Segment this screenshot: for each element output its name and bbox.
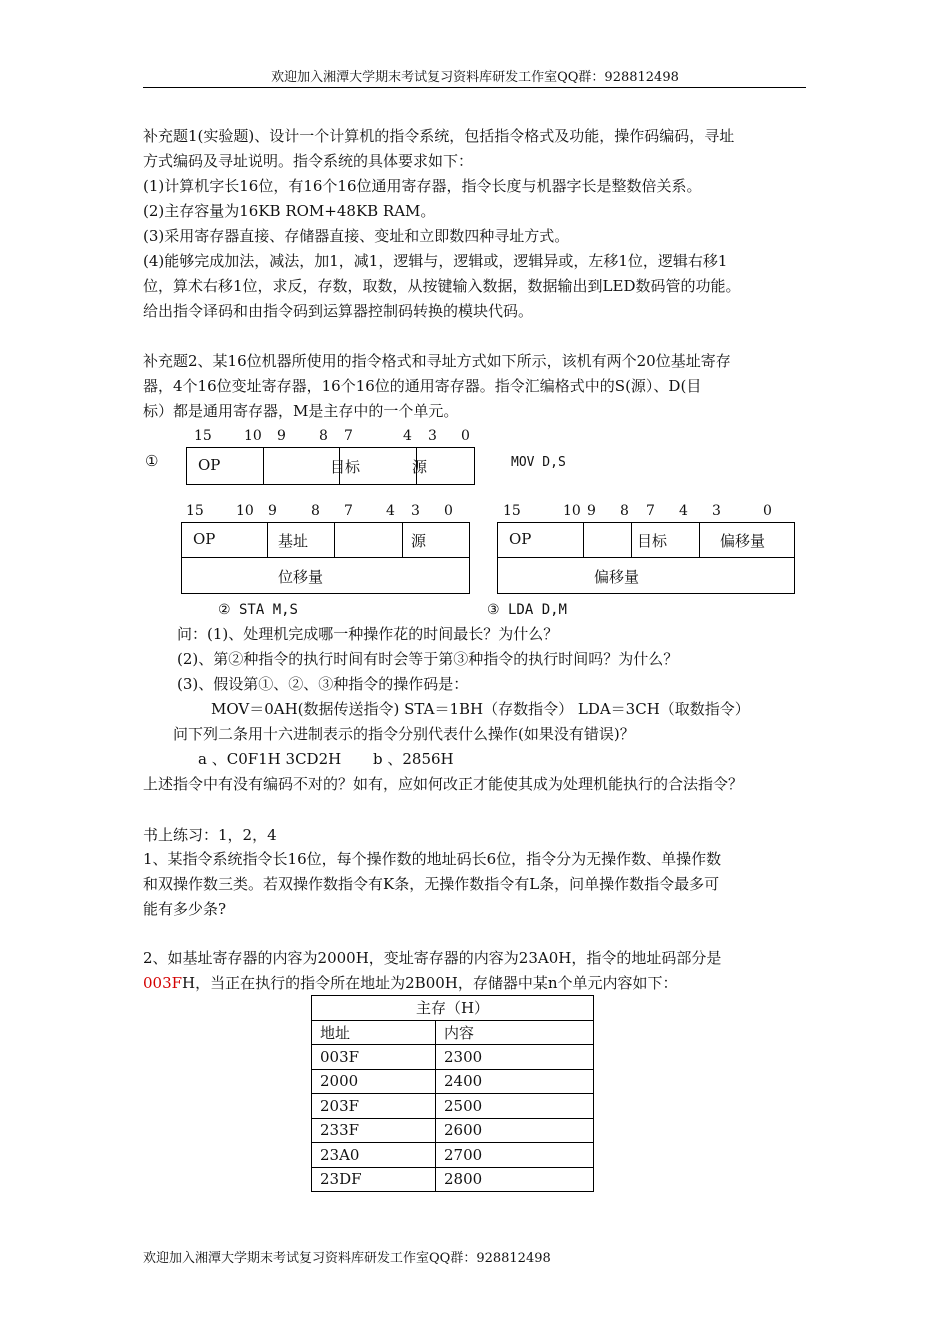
format-2-box	[181, 522, 470, 594]
field-divider	[334, 522, 335, 557]
table-header-row	[312, 1020, 594, 1045]
format-1-asm: MOV D,S	[511, 455, 566, 470]
header-address: 地址	[312, 1020, 436, 1045]
table-row	[312, 1143, 594, 1168]
field-op: OP	[193, 530, 216, 548]
ex1-line: 1、某指令系统指令长16位，每个操作数的地址码长6位，指令分为无操作数、单操作数	[143, 850, 722, 868]
bit-label: 9	[268, 503, 277, 519]
header-divider	[143, 87, 806, 88]
bit-label: 4	[679, 503, 688, 519]
bit-label: 3	[411, 503, 420, 519]
ex1-line: 能有多少条?	[143, 900, 227, 918]
field-divider	[402, 522, 403, 557]
highlighted-address: 003F	[143, 974, 183, 992]
field-op: OP	[509, 530, 532, 548]
bit-label: 9	[587, 503, 596, 519]
ex2-line: 2、如基址寄存器的内容为2000H，变址寄存器的内容为23A0H，指令的地址码部分是	[143, 949, 722, 967]
header-content: 内容	[436, 1020, 594, 1045]
ex1-line: 和双操作数三类。若双操作数指令有K条，无操作数指令有L条，问单操作数指令最多可	[143, 875, 720, 893]
q2-line: 标）都是通用寄存器，M是主存中的一个单元。	[143, 402, 459, 420]
bit-label: 10	[236, 503, 254, 519]
content-cell: 2400	[436, 1069, 594, 1094]
bit-label: 9	[277, 428, 286, 444]
bit-label: 4	[386, 503, 395, 519]
field-offset: 偏移量	[720, 532, 766, 550]
exercise-2	[143, 946, 813, 996]
bit-label: 15	[194, 428, 212, 444]
q2-line: 补充题2、某16位机器所使用的指令格式和寻址方式如下所示，该机有两个20位基址寄存	[143, 352, 731, 370]
table-row	[312, 1094, 594, 1119]
bit-label: 10	[244, 428, 262, 444]
content-cell: 2800	[436, 1167, 594, 1192]
ex2-rest: H，当正在执行的指令所在地址为2B00H，存储器中某n个单元内容如下：	[182, 974, 678, 992]
field-target: 目标	[330, 458, 361, 476]
field-base: 基址	[278, 532, 309, 550]
hex-items-a: a 、C0F1H 3CD2H	[198, 750, 342, 768]
sub-question-3: (3)、假设第①、②、③种指令的操作码是：	[177, 675, 469, 693]
bit-label: 0	[461, 428, 470, 444]
bit-label: 0	[763, 503, 772, 519]
bit-label: 8	[311, 503, 320, 519]
word-divider	[497, 557, 795, 558]
hex-items-b: b 、2856H	[373, 750, 454, 768]
page-header: 欢迎加入湘潭大学期末考试复习资料库研发工作室QQ群：928812498	[271, 70, 679, 85]
table-row	[312, 1069, 594, 1094]
address-cell: 203F	[312, 1094, 436, 1119]
memory-table	[311, 995, 594, 1192]
bit-label: 10	[563, 503, 581, 519]
field-target: 目标	[637, 532, 668, 550]
memory-table-title: 主存（H）	[312, 996, 594, 1021]
q1-line: 补充题1(实验题)、设计一个计算机的指令系统，包括指令格式及功能，操作码编码，寻址	[143, 127, 735, 145]
question-1	[143, 124, 813, 324]
bit-label: 7	[344, 428, 353, 444]
field-divider	[583, 522, 584, 557]
bit-label: 7	[344, 503, 353, 519]
opcode-definitions: MOV＝0AH(数据传送指令) STA＝1BH（存数指令） LDA＝3CH（取数指令）	[211, 700, 750, 718]
bit-label: 8	[319, 428, 328, 444]
format-2-caption: ② STA M,S	[218, 602, 298, 618]
book-exercises-title: 书上练习：1，2，4	[143, 826, 277, 844]
q1-line: 位，算术右移1位，求反，存数，取数，从按键输入数据，数据输出到LED数码管的功能。	[143, 277, 741, 295]
table-row	[312, 1118, 594, 1143]
q1-line: (4)能够完成加法，减法，加1，减1，逻辑与，逻辑或，逻辑异或，左移1位，逻辑右移1	[143, 252, 728, 270]
bit-label: 7	[646, 503, 655, 519]
field-op: OP	[198, 456, 221, 474]
sub-question-2: (2)、第②种指令的执行时间有时会等于第③种指令的执行时间吗？为什么？	[177, 650, 679, 668]
field-source: 源	[411, 532, 427, 550]
q1-line: 给出指令译码和由指令码到运算器控制码转换的模块代码。	[143, 302, 534, 320]
content-cell: 2700	[436, 1143, 594, 1168]
address-cell: 2000	[312, 1069, 436, 1094]
content-cell: 2300	[436, 1045, 594, 1070]
format-1-marker: ①	[145, 452, 159, 470]
field-source: 源	[412, 458, 428, 476]
address-cell: 233F	[312, 1118, 436, 1143]
bit-label: 15	[186, 503, 204, 519]
field-divider	[267, 522, 268, 557]
address-cell: 003F	[312, 1045, 436, 1070]
bit-label: 3	[428, 428, 437, 444]
question-2-intro	[143, 349, 813, 424]
bit-label: 15	[503, 503, 521, 519]
field-divider	[699, 522, 700, 557]
format-3-caption: ③ LDA D,M	[487, 602, 567, 618]
q1-line: (3)采用寄存器直接、存储器直接、变址和立即数四种寻址方式。	[143, 227, 570, 245]
q1-line: 方式编码及寻址说明。指令系统的具体要求如下：	[143, 152, 474, 170]
bit-label: 4	[403, 428, 412, 444]
bit-label: 3	[712, 503, 721, 519]
decode-question: 问下列二条用十六进制表示的指令分别代表什么操作(如果没有错误)？	[173, 725, 635, 743]
field-offset-word: 偏移量	[594, 568, 640, 586]
field-displacement: 位移量	[278, 568, 324, 586]
content-cell: 2600	[436, 1118, 594, 1143]
q2-line: 器，4个16位变址寄存器，16个16位的通用寄存器。指令汇编格式中的S(源）、D(目	[143, 377, 702, 395]
address-cell: 23A0	[312, 1143, 436, 1168]
content-cell: 2500	[436, 1094, 594, 1119]
q1-line: (2)主存容量为16KB ROM+48KB RAM。	[143, 202, 436, 220]
address-cell: 23DF	[312, 1167, 436, 1192]
page-footer: 欢迎加入湘潭大学期末考试复习资料库研发工作室QQ群：928812498	[143, 1251, 551, 1266]
followup-question: 上述指令中有没有编码不对的？如有，应如何改正才能使其成为处理机能执行的合法指令？	[143, 775, 744, 793]
table-row	[312, 1045, 594, 1070]
table-row	[312, 1167, 594, 1192]
word-divider	[181, 557, 470, 558]
q1-line: (1)计算机字长16位，有16个16位通用寄存器，指令长度与机器字长是整数倍关系。	[143, 177, 702, 195]
ex2-line	[143, 971, 813, 996]
bit-label: 8	[620, 503, 629, 519]
exercise-1	[143, 847, 813, 922]
field-divider	[263, 447, 264, 485]
bit-label: 0	[444, 503, 453, 519]
field-divider	[631, 522, 632, 557]
sub-question-1: 问：(1)、处理机完成哪一种操作花的时间最长？为什么？	[177, 625, 559, 643]
